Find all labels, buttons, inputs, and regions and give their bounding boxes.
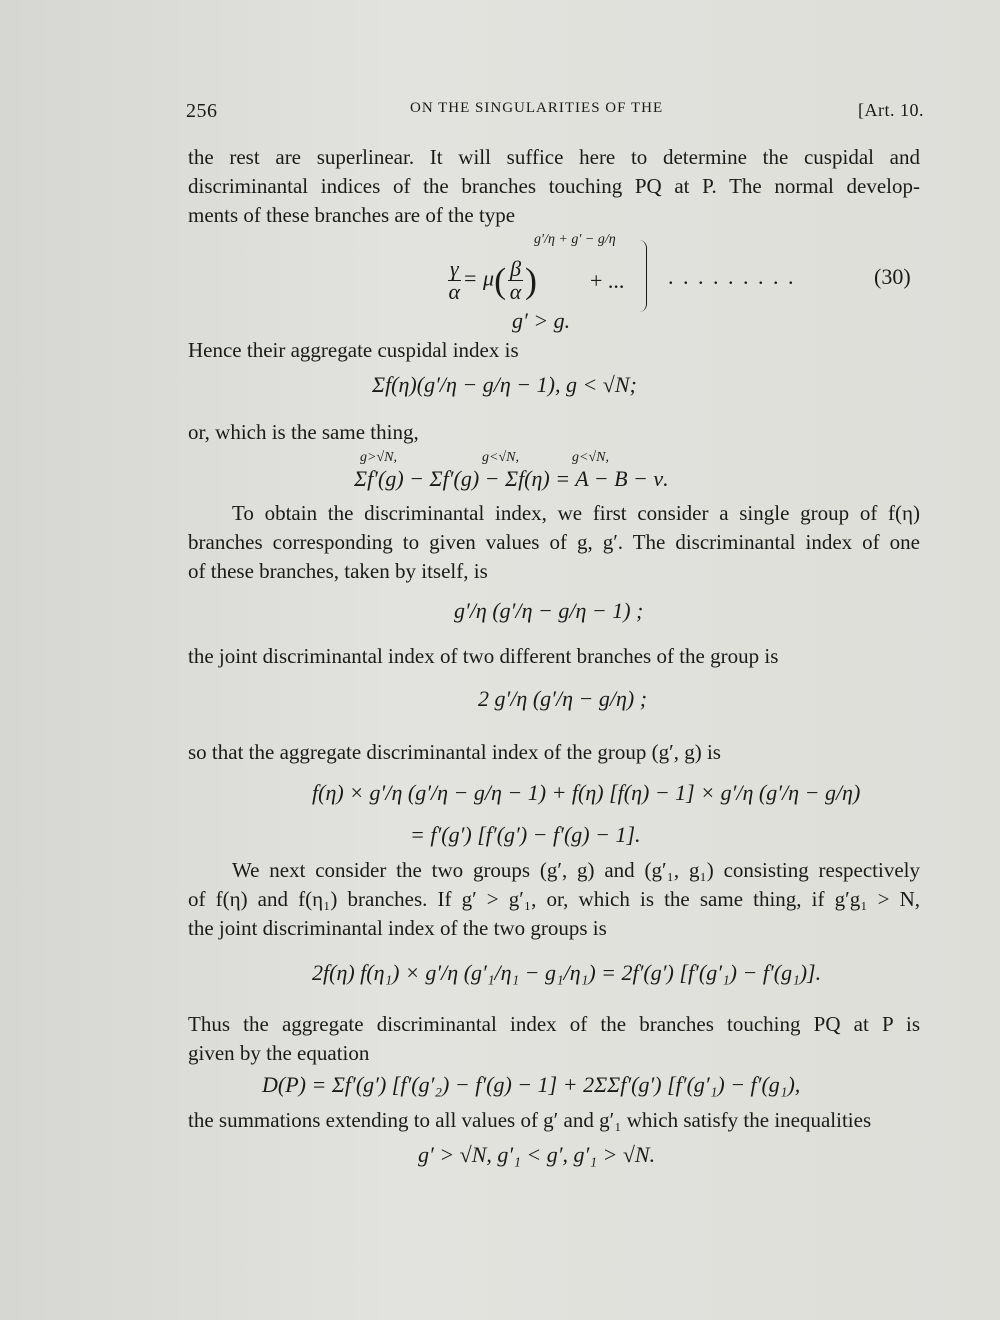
equation-identity: Σf′(g) − Σf′(g) − Σf(η) = A − B − ν. (354, 466, 669, 491)
text-line: the rest are superlinear. It will suffice here to determine the cuspidal and (188, 145, 920, 169)
paragraph-thus: Thus the aggregate discriminantal index of the branches touching PQ at P is given by the equation (188, 1012, 920, 1065)
running-title: ON THE SINGULARITIES OF THE (410, 100, 664, 116)
paragraph-joint: the joint discriminantal index of two different branches of the group is (188, 644, 779, 668)
equation-number: (30) (874, 264, 911, 289)
equation-D-of-P: D(P) = Σf′(g′) [f′(g′₂) − f′(g) − 1] + 2ΣΣf′(g′) [f′(g′₁) − f′(g₁), (262, 1072, 801, 1097)
equation-leaders: . . . . . . . . . (668, 264, 796, 289)
article-label: [Art. 10. (858, 100, 924, 120)
equation-lhs: $\frac{\gamma}{\alpha}$ = μ( $\frac{\beta}{\alpha}$ ) (448, 256, 538, 304)
paragraph-cuspidal: Hence their aggregate cuspidal index is (188, 338, 519, 362)
equation-condition: g′ > g. (512, 308, 571, 333)
sum-condition-2: g<√N, (482, 450, 519, 465)
paragraph-summations: the summations extending to all values of g′ and g′₁ which satisfy the inequalities (188, 1108, 872, 1132)
equation-group-line1: f(η) × g′/η (g′/η − g/η − 1) + f(η) [f(η) − 1] × g′/η (g′/η − g/η) (312, 780, 861, 805)
text-line: ments of these branches are of the type (188, 203, 516, 227)
equation-joint-groups: 2f(η) f(η₁) × g′/η (g′₁/η₁ − g₁/η₁) = 2f′(g′) [f′(g′₁) − f′(g₁)]. (312, 960, 822, 985)
page-number: 256 (186, 100, 218, 122)
paragraph-intro (188, 143, 920, 230)
equation-tail: + ... (590, 268, 625, 293)
equation-cuspidal-index: Σf(η)(g′/η − g/η − 1), g < √N; (372, 372, 637, 397)
equation-single-branch: g′/η (g′/η − g/η − 1) ; (454, 598, 644, 623)
text-line: discriminantal indices of the branches touching PQ at P. The normal develop- (188, 174, 920, 198)
equation-group-line2: = f′(g′) [f′(g′) − f′(g) − 1]. (410, 822, 641, 847)
equation-exponent: g′/η + g′ − g/η (534, 232, 616, 247)
paragraph-two-groups: We next consider the two groups (g′, g) and (g′₁, g₁) consisting respectively of f(η) and f(η₁) branches. If g′ > g′₁, or, which is the same thing, if g′g₁ > N, the joint discriminantal index of the two groups is (188, 858, 920, 940)
paragraph-discriminantal: To obtain the discriminantal index, we first consider a single group of f(η) branches corresponding to given values of g, g′. The discriminantal index of one of these branches, taken by itself, is (188, 501, 920, 583)
sum-condition-1: g>√N, (360, 450, 397, 465)
equation-brace (636, 240, 647, 312)
paragraph-same-thing: or, which is the same thing, (188, 420, 419, 444)
equation-inequalities: g′ > √N, g′₁ < g′, g′₁ > √N. (418, 1142, 656, 1167)
sum-condition-3: g<√N, (572, 450, 609, 465)
paragraph-aggregate-group: so that the aggregate discriminantal index of the group (g′, g) is (188, 740, 721, 764)
equation-two-branches: 2 g′/η (g′/η − g/η) ; (478, 686, 648, 711)
